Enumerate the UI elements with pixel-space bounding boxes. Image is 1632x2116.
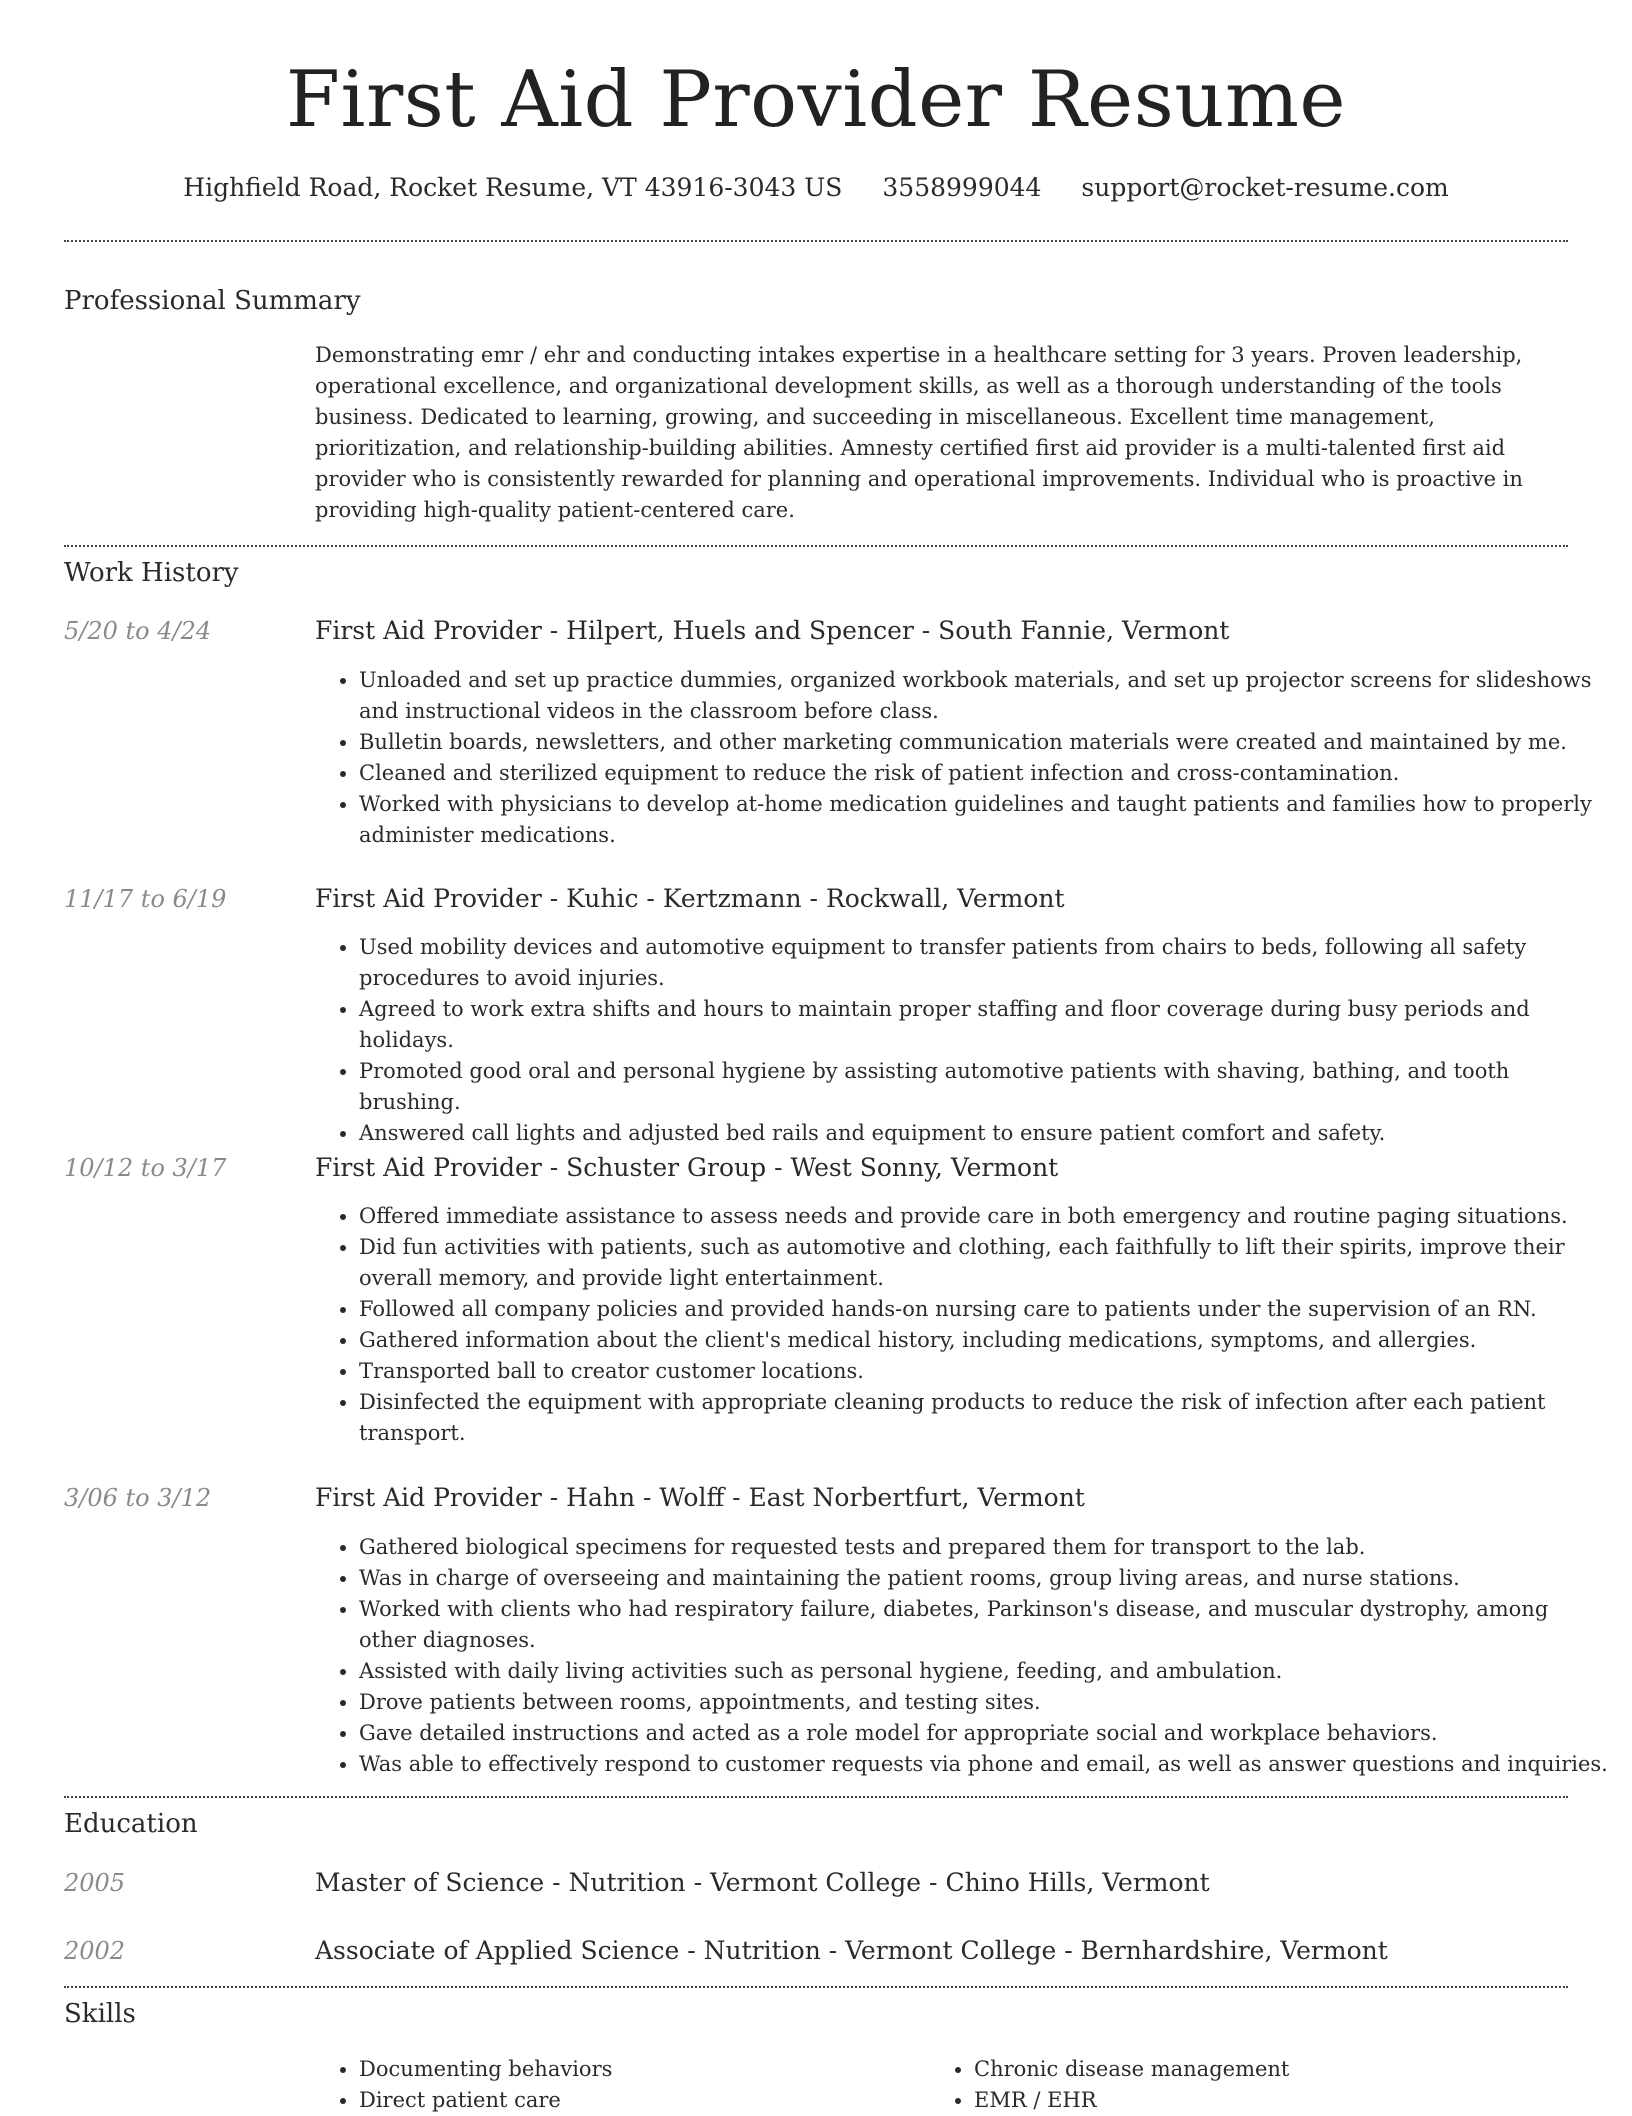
job-bullet: • Transported ball to creator customer locations. (359, 1356, 1612, 1387)
job-bullet: • Followed all company policies and provided hands-on nursing care to patients under the supervision of an RN. (359, 1294, 1612, 1325)
job-title: First Aid Provider - Schuster Group - West Sonny, Vermont (315, 1153, 1059, 1182)
skill-item: • Direct patient care (359, 2085, 612, 2116)
job-bullet: • Worked with physicians to develop at-home medication guidelines and taught patients and families how to properly administer medications. (359, 789, 1612, 851)
contact-line (0, 170, 1632, 206)
job-dates: 3/06 to 3/12 (64, 1484, 212, 1512)
job-title: First Aid Provider - Kuhic - Kertzmann - Rockwall, Vermont (315, 884, 1065, 913)
education-year: 2005 (64, 1869, 126, 1897)
job-bullet: • Agreed to work extra shifts and hours to maintain proper staffing and floor coverage during busy periods and holidays. (359, 994, 1612, 1056)
skill-item: • Chronic disease management (974, 2054, 1289, 2085)
education-title: Associate of Applied Science - Nutrition - Vermont College - Bernhardshire, Vermont (315, 1936, 1388, 1965)
job-bullet: • Gathered biological specimens for requested tests and prepared them for transport to the lab. (359, 1532, 1612, 1563)
job-bullet: • Assisted with daily living activities such as personal hygiene, feeding, and ambulation. (359, 1656, 1612, 1687)
job-bullet: • Unloaded and set up practice dummies, organized workbook materials, and set up projector screens for slideshows and instructional videos in the classroom before class. (359, 665, 1612, 727)
job-bullets (315, 1532, 1612, 1780)
job-bullet: • Promoted good oral and personal hygiene by assisting automotive patients with shaving, bathing, and tooth brushing. (359, 1056, 1612, 1118)
education-title: Master of Science - Nutrition - Vermont College - Chino Hills, Vermont (315, 1868, 1210, 1897)
job-bullets (315, 665, 1612, 851)
job-title: First Aid Provider - Hilpert, Huels and Spencer - South Fannie, Vermont (315, 616, 1230, 645)
skills-list-right (930, 2054, 1289, 2116)
job-dates: 5/20 to 4/24 (64, 617, 212, 645)
skill-item: • Documenting behaviors (359, 2054, 612, 2085)
job-bullet: • Offered immediate assistance to assess needs and provide care in both emergency and routine paging situations. (359, 1201, 1612, 1232)
contact-email: support@rocket-resume.com (1081, 173, 1449, 202)
education-year: 2002 (64, 1937, 126, 1965)
job-dates: 11/17 to 6/19 (64, 885, 227, 913)
job-bullets (315, 932, 1612, 1149)
job-bullet: • Was in charge of overseeing and maintaining the patient rooms, group living areas, and nurse stations. (359, 1563, 1612, 1594)
job-bullet: • Did fun activities with patients, such as automotive and clothing, each faithfully to lift their spirits, improve their overall memory, and provide light entertainment. (359, 1232, 1612, 1294)
section-title-work-history: Work History (64, 558, 239, 588)
divider (64, 1796, 1568, 1798)
job-bullet: • Cleaned and sterilized equipment to reduce the risk of patient infection and cross-contamination. (359, 758, 1612, 789)
contact-address: Highfield Road, Rocket Resume, VT 43916-3043 US (183, 173, 843, 202)
section-title-summary: Professional Summary (64, 286, 361, 316)
resume-title: First Aid Provider Resume (285, 55, 1347, 145)
job-title: First Aid Provider - Hahn - Wolff - East Norbertfurt, Vermont (315, 1483, 1085, 1512)
section-title-education: Education (64, 1809, 198, 1839)
job-bullet: • Bulletin boards, newsletters, and other marketing communication materials were created and maintained by me. (359, 727, 1612, 758)
job-bullet: • Used mobility devices and automotive equipment to transfer patients from chairs to beds, following all safety procedures to avoid injuries. (359, 932, 1612, 994)
job-dates: 10/12 to 3/17 (64, 1154, 227, 1182)
divider (64, 1986, 1568, 1988)
job-bullet: • Answered call lights and adjusted bed rails and equipment to ensure patient comfort and safety. (359, 1118, 1612, 1149)
job-bullets (315, 1201, 1612, 1449)
summary-text: Demonstrating emr / ehr and conducting intakes expertise in a healthcare setting for 3 years. Proven leadership, operational excellence, and organizational development skills, as well as a thorough understanding of the tools business. Dedicated to learning, growing, and succeeding in miscellaneous. Excellent time management, prioritization, and relationship-building abilities. Amnesty certified first aid provider is a multi-talented first aid provider who is consistently rewarded for planning and operational improvements. Individual who is proactive in providing high-quality patient-centered care. (315, 343, 1523, 522)
skill-item: • EMR / EHR (974, 2085, 1289, 2116)
job-bullet: • Was able to effectively respond to customer requests via phone and email, as well as answer questions and inquiries. (359, 1749, 1612, 1780)
job-bullet: • Gathered information about the client's medical history, including medications, symptoms, and allergies. (359, 1325, 1612, 1356)
contact-phone: 3558999044 (882, 173, 1042, 202)
job-bullet: • Drove patients between rooms, appointments, and testing sites. (359, 1687, 1612, 1718)
job-bullet: • Disinfected the equipment with appropriate cleaning products to reduce the risk of infection after each patient transport. (359, 1387, 1612, 1449)
job-bullet: • Worked with clients who had respiratory failure, diabetes, Parkinson's disease, and muscular dystrophy, among other diagnoses. (359, 1594, 1612, 1656)
divider (64, 240, 1568, 242)
job-bullet: • Gave detailed instructions and acted as a role model for appropriate social and workplace behaviors. (359, 1718, 1612, 1749)
divider (64, 545, 1568, 547)
section-title-skills: Skills (64, 1999, 136, 2029)
skills-list-left (315, 2054, 612, 2116)
